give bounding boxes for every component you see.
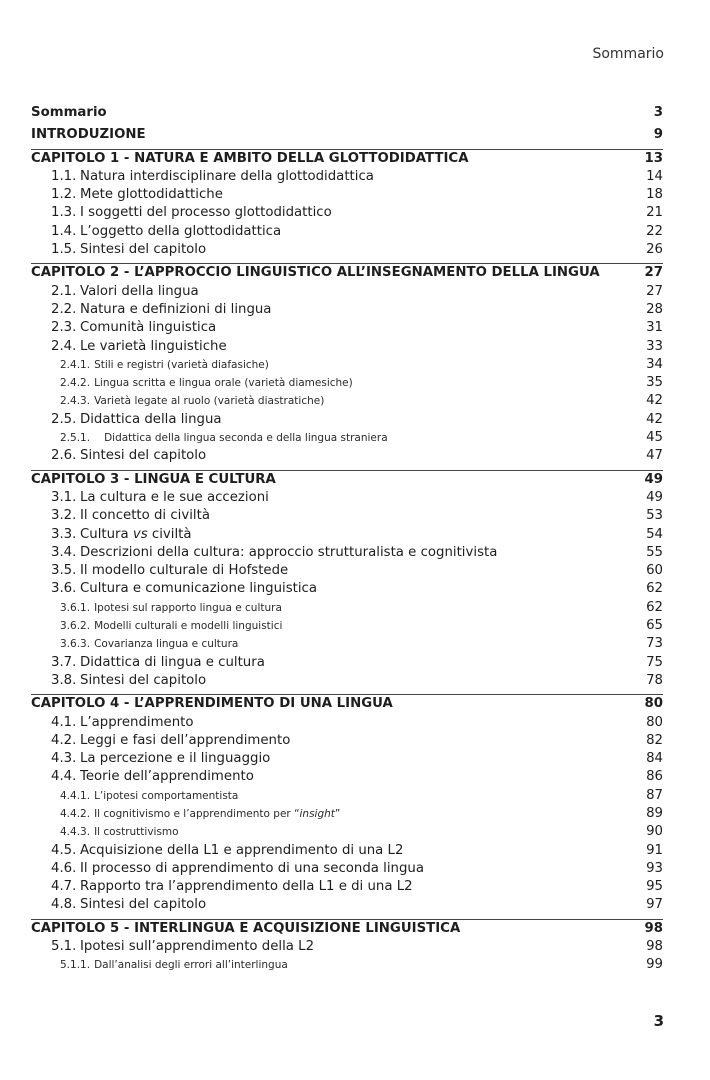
toc-entry-number: 1.5.	[51, 242, 77, 258]
toc-entry-title	[31, 338, 227, 356]
toc-section-entry	[31, 411, 663, 429]
toc-subsection-entry	[31, 956, 663, 974]
toc-entry-title	[31, 186, 223, 204]
toc-entry-number: 4.4.2.	[60, 807, 91, 820]
toc-entry-text: Natura interdisciplinare della glottodidattica	[80, 168, 374, 184]
toc-entry-page: 97	[646, 897, 663, 913]
toc-entry-text: Valori della lingua	[80, 283, 199, 299]
toc-section-entry	[31, 672, 663, 690]
toc-entry-title	[31, 104, 107, 122]
toc-entry-text: Lingua scritta e lingua orale (varietà diamesiche)	[94, 377, 353, 390]
toc-entry-page: 45	[646, 430, 663, 446]
toc-entry-number: 3.4.	[51, 544, 77, 560]
toc-entry-text: Modelli culturali e modelli linguistici	[94, 620, 283, 633]
toc-section-entry	[31, 168, 663, 186]
toc-entry-title	[31, 860, 424, 878]
toc-entry-text: Dall’analisi degli errori all’interlingua	[94, 959, 288, 972]
toc-section-entry	[31, 301, 663, 319]
toc-entry-title	[31, 714, 194, 732]
toc-section-entry	[31, 223, 663, 241]
toc-chapter-entry	[31, 694, 663, 713]
toc-subsection-entry	[31, 356, 663, 374]
toc-entry-number: 4.1.	[51, 714, 77, 730]
toc-entry-text: Il processo di apprendimento di una seconda lingua	[80, 860, 424, 876]
toc-entry-page: 91	[646, 842, 663, 858]
toc-entry-title	[31, 672, 206, 690]
toc-entry-number: 4.4.	[51, 769, 77, 785]
toc-entry-page: 95	[646, 879, 663, 895]
toc-entry-number: 4.2.	[51, 732, 77, 748]
toc-entry-text: Natura e definizioni di lingua	[80, 301, 272, 317]
toc-entry-title	[31, 878, 413, 896]
toc-entry-text: Varietà legate al ruolo (varietà diastratiche)	[94, 395, 325, 408]
toc-entry-number: 1.3.	[51, 205, 77, 221]
toc-entry-number: 3.1.	[51, 489, 77, 505]
toc-entry-text: L’ipotesi comportamentista	[94, 789, 239, 802]
page-number: 3	[653, 1012, 664, 1030]
toc-entry-title	[31, 732, 290, 750]
toc-entry-title	[31, 471, 276, 489]
toc-entry-text: La percezione e il linguaggio	[80, 751, 271, 767]
toc-section-entry	[31, 750, 663, 768]
toc-section-entry	[31, 580, 663, 598]
toc-entry-text: Il concetto di civiltà	[80, 508, 210, 524]
toc-entry-title	[31, 223, 281, 241]
toc-section-entry	[31, 860, 663, 878]
toc-section-entry	[31, 186, 663, 204]
toc-entry-text: Didattica della lingua seconda e della lingua straniera	[104, 432, 388, 445]
toc-entry-page: 22	[646, 223, 663, 239]
toc-entry-text: Il cognitivismo e l’apprendimento per “insight”	[94, 807, 341, 820]
toc-entry-title	[31, 374, 353, 392]
toc-entry-title	[31, 319, 216, 337]
toc-entry-text: Leggi e fasi dell’apprendimento	[80, 732, 291, 748]
toc-entry-number: 2.4.	[51, 338, 77, 354]
toc-entry-number: 2.2.	[51, 301, 77, 317]
toc-entry-page: 34	[646, 356, 663, 372]
toc-chapter-entry	[31, 919, 663, 938]
toc-entry-page: 35	[646, 375, 663, 391]
toc-entry-page: 27	[646, 283, 663, 299]
toc-entry-number: 5.1.1.	[60, 959, 91, 972]
toc-entry-title	[31, 283, 199, 301]
toc-entry-title	[31, 411, 222, 429]
toc-entry-number: 4.5.	[51, 842, 77, 858]
toc-section-entry	[31, 938, 663, 956]
toc-entry-page: 27	[644, 265, 663, 281]
toc-entry-page: 65	[646, 618, 663, 634]
toc-entry-text: Sintesi del capitolo	[80, 672, 207, 688]
toc-entry-page: 80	[644, 696, 663, 712]
toc-section-entry	[31, 714, 663, 732]
toc-entry-text: Mete glottodidattiche	[80, 187, 223, 203]
toc-section-entry	[31, 878, 663, 896]
toc-entry-number: 3.5.	[51, 563, 77, 579]
toc-entry-text: Didattica della lingua	[80, 411, 222, 427]
toc-entry-number: 3.6.1.	[60, 601, 91, 614]
toc-entry-title	[31, 204, 332, 222]
toc-section-entry	[31, 489, 663, 507]
toc-entry-title	[31, 823, 179, 841]
toc-entry-text: Didattica di lingua e cultura	[80, 654, 265, 670]
toc-entry-text: Sintesi del capitolo	[80, 897, 207, 913]
toc-entry-page: 98	[644, 920, 663, 936]
toc-entry-title	[31, 580, 317, 598]
toc-entry-number: 4.4.3.	[60, 826, 91, 839]
toc-entry-number: 1.1.	[51, 168, 77, 184]
toc-entry-number: 2.3.	[51, 320, 77, 336]
toc-entry-title	[31, 920, 460, 938]
toc-entry-text: Cultura e comunicazione linguistica	[80, 581, 318, 597]
toc-entry-title	[31, 544, 497, 562]
toc-entry-page: 54	[646, 526, 663, 542]
toc-entry-page: 87	[646, 787, 663, 803]
toc-entry-page: 86	[646, 769, 663, 785]
toc-entry-page: 89	[646, 805, 663, 821]
toc-entry-title	[31, 526, 192, 544]
toc-entry-page: 18	[646, 187, 663, 203]
toc-chapter-entry	[31, 126, 663, 144]
toc-entry-text: Rapporto tra l’apprendimento della L1 e di una L2	[80, 879, 413, 895]
toc-entry-page: 99	[646, 957, 663, 973]
toc-entry-number: 2.6.	[51, 448, 77, 464]
toc-entry-text: Il modello culturale di Hofstede	[80, 563, 289, 579]
toc-entry-number: 1.4.	[51, 223, 77, 239]
running-head: Sommario	[592, 46, 664, 62]
toc-entry-number: 3.7.	[51, 654, 77, 670]
toc-section-entry	[31, 283, 663, 301]
toc-entry-number: 3.6.3.	[60, 638, 91, 651]
toc-entry-number: 5.1.	[51, 939, 77, 955]
toc-entry-page: 14	[646, 168, 663, 184]
toc-entry-title	[31, 805, 340, 823]
toc-entry-text: Sintesi del capitolo	[80, 242, 207, 258]
toc-entry-page: 49	[644, 471, 663, 487]
toc-section-entry	[31, 507, 663, 525]
toc-subsection-entry	[31, 823, 663, 841]
toc-entry-title	[31, 635, 238, 653]
toc-entry-title	[31, 356, 269, 374]
toc-entry-text: Sintesi del capitolo	[80, 448, 207, 464]
toc-entry-text: Il costruttivismo	[94, 826, 179, 839]
toc-entry-page: 98	[646, 939, 663, 955]
toc-entry-title	[31, 447, 206, 465]
toc-entry-number: 4.3.	[51, 751, 77, 767]
toc-section-entry	[31, 241, 663, 259]
toc-entry-title	[31, 768, 254, 786]
toc-section-entry	[31, 204, 663, 222]
toc-entry-number: 3.2.	[51, 508, 77, 524]
toc-entry-text: INTRODUZIONE	[31, 127, 146, 143]
toc-entry-number: 2.5.1.	[60, 432, 91, 445]
toc-entry-page: 82	[646, 732, 663, 748]
toc-entry-text: CAPITOLO 1 - NATURA E AMBITO DELLA GLOTTODIDATTICA	[31, 150, 469, 166]
toc-entry-number: 3.6.	[51, 581, 77, 597]
toc-entry-number: 2.4.3.	[60, 395, 91, 408]
toc-entry-text: La cultura e le sue accezioni	[80, 489, 269, 505]
toc-entry-number: 2.5.	[51, 411, 77, 427]
toc-entry-title	[31, 429, 388, 447]
toc-entry-title	[31, 168, 374, 186]
toc-entry-page: 60	[646, 563, 663, 579]
toc-chapter-entry	[31, 470, 663, 489]
toc-entry-page: 84	[646, 751, 663, 767]
toc-entry-text: CAPITOLO 4 - L’APPRENDIMENTO DI UNA LINGUA	[31, 696, 393, 712]
toc-entry-page: 75	[646, 654, 663, 670]
toc-entry-text: L’apprendimento	[80, 714, 194, 730]
toc-entry-title	[31, 489, 269, 507]
toc-entry-title	[31, 562, 288, 580]
toc-entry-title	[31, 264, 600, 282]
toc-entry-page: 31	[646, 320, 663, 336]
toc-entry-title	[31, 507, 210, 525]
toc-entry-text: Ipotesi sul rapporto lingua e cultura	[94, 601, 282, 614]
toc-section-entry	[31, 526, 663, 544]
toc-entry-number: 3.6.2.	[60, 620, 91, 633]
toc-subsection-entry	[31, 374, 663, 392]
toc-entry-title	[31, 896, 206, 914]
toc-chapter-entry	[31, 149, 663, 168]
toc-entry-title	[31, 787, 238, 805]
toc-entry-page: 42	[646, 411, 663, 427]
toc-section-entry	[31, 896, 663, 914]
toc-entry-page: 3	[653, 105, 663, 120]
toc-section-entry	[31, 338, 663, 356]
toc-entry-title	[31, 750, 270, 768]
toc-entry-title	[31, 126, 146, 144]
toc-entry-text: Teorie dell’apprendimento	[80, 769, 254, 785]
toc-entry-text: CAPITOLO 2 - L’APPROCCIO LINGUISTICO ALL’INSEGNAMENTO DELLA LINGUA	[31, 265, 600, 281]
toc-entry-title	[31, 938, 314, 956]
toc-entry-number: 1.2.	[51, 187, 77, 203]
toc-entry-title	[31, 695, 393, 713]
toc-section-entry	[31, 768, 663, 786]
toc-entry-title	[31, 241, 206, 259]
toc-entry-title	[31, 654, 265, 672]
toc-entry-title	[31, 956, 288, 974]
toc-entry-page: 62	[646, 599, 663, 615]
toc-entry-title	[31, 599, 282, 617]
toc-subsection-entry	[31, 392, 663, 410]
toc-entry-text: Ipotesi sull’apprendimento della L2	[80, 939, 315, 955]
toc-entry-number: 3.3.	[51, 526, 77, 542]
toc-entry-title	[31, 301, 271, 319]
toc-entry-text: CAPITOLO 5 - INTERLINGUA E ACQUISIZIONE LINGUISTICA	[31, 920, 461, 936]
toc-entry-number: 2.4.2.	[60, 377, 91, 390]
toc-entry-number: 4.8.	[51, 897, 77, 913]
toc-entry-page: 42	[646, 393, 663, 409]
toc-entry-number: 2.4.1.	[60, 358, 91, 371]
toc-entry-number: 4.4.1.	[60, 789, 91, 802]
toc-section-entry	[31, 447, 663, 465]
toc-entry-page: 90	[646, 824, 663, 840]
toc-section-entry	[31, 562, 663, 580]
toc-subsection-entry	[31, 787, 663, 805]
toc-entry-page: 21	[646, 205, 663, 221]
toc-entry-page: 80	[646, 714, 663, 730]
toc-entry-title	[31, 842, 403, 860]
toc-entry-page: 73	[646, 636, 663, 652]
toc-entry-page: 9	[653, 127, 663, 143]
toc-subsection-entry	[31, 599, 663, 617]
toc-entry-page: 55	[646, 544, 663, 560]
toc-subsection-entry	[31, 429, 663, 447]
toc-entry-text: Cultura vs civiltà	[80, 526, 192, 542]
toc-entry-page: 93	[646, 860, 663, 876]
toc-entry-number: 2.1.	[51, 283, 77, 299]
toc-entry-text: Comunità linguistica	[80, 320, 217, 336]
toc-subsection-entry	[31, 805, 663, 823]
toc-entry-page: 28	[646, 301, 663, 317]
toc-subsection-entry	[31, 635, 663, 653]
toc-entry-page: 26	[646, 242, 663, 258]
toc-chapter-entry	[31, 104, 663, 122]
toc-entry-text: CAPITOLO 3 - LINGUA E CULTURA	[31, 471, 276, 487]
toc-entry-text: Covarianza lingua e cultura	[94, 638, 239, 651]
toc-entry-page: 33	[646, 338, 663, 354]
toc-section-entry	[31, 319, 663, 337]
toc-entry-title	[31, 617, 282, 635]
toc-section-entry	[31, 654, 663, 672]
toc-entry-text: Stili e registri (varietà diafasiche)	[94, 358, 269, 371]
toc-chapter-entry	[31, 263, 663, 282]
toc-entry-title	[31, 392, 324, 410]
toc-entry-text: Le varietà linguistiche	[80, 338, 227, 354]
toc-entry-page: 49	[646, 489, 663, 505]
toc-section-entry	[31, 544, 663, 562]
toc-section-entry	[31, 732, 663, 750]
toc-entry-page: 78	[646, 672, 663, 688]
toc-entry-title	[31, 150, 469, 168]
toc-entry-text: I soggetti del processo glottodidattico	[80, 205, 332, 221]
toc-entry-page: 13	[644, 150, 663, 166]
toc-subsection-entry	[31, 617, 663, 635]
toc-entry-number: 4.6.	[51, 860, 77, 876]
toc-entry-text: Acquisizione della L1 e apprendimento di una L2	[80, 842, 404, 858]
toc-section-entry	[31, 842, 663, 860]
toc-entry-page: 53	[646, 508, 663, 524]
toc-entry-number: 4.7.	[51, 879, 77, 895]
table-of-contents	[31, 104, 663, 975]
toc-entry-text: Sommario	[31, 105, 107, 120]
toc-entry-page: 47	[646, 448, 663, 464]
toc-entry-text: Descrizioni della cultura: approccio strutturalista e cognitivista	[80, 544, 498, 560]
toc-entry-number: 3.8.	[51, 672, 77, 688]
toc-entry-text: L’oggetto della glottodidattica	[80, 223, 282, 239]
toc-entry-page: 62	[646, 581, 663, 597]
